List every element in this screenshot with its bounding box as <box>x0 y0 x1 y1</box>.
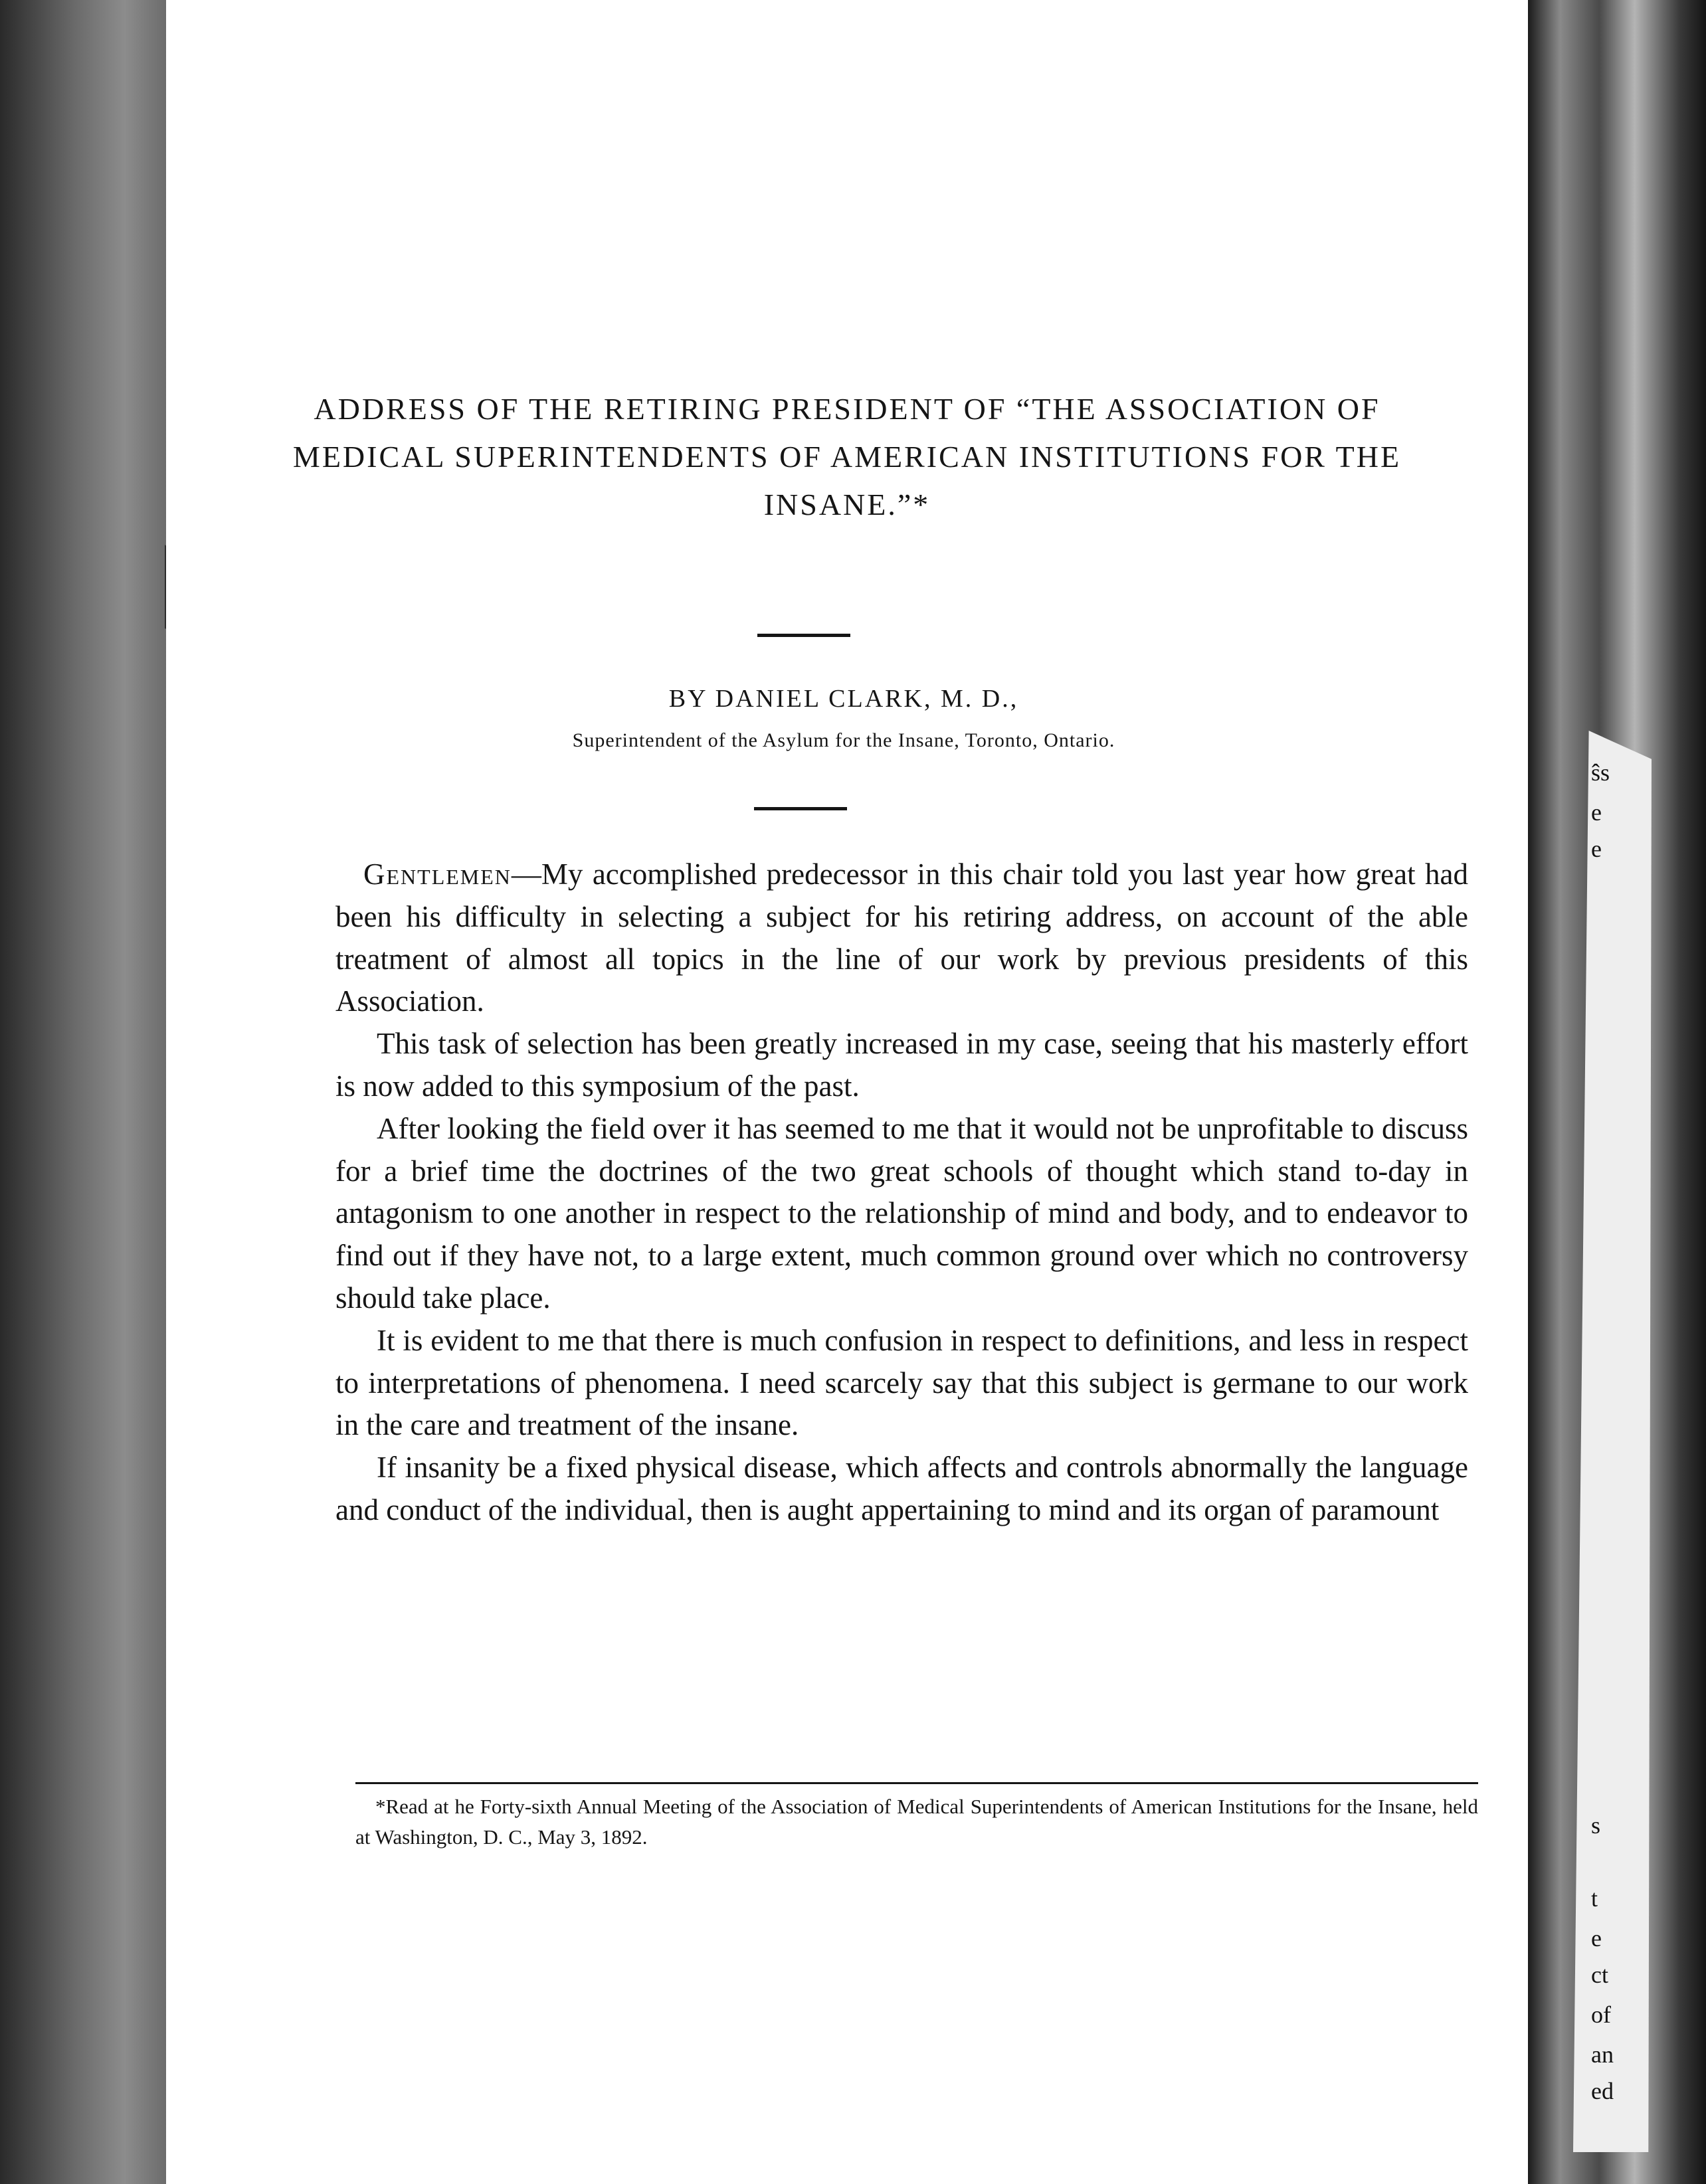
footnote-rule <box>355 1782 1478 1784</box>
body-paragraph <box>335 854 1468 1023</box>
adjacent-fragment: e <box>1591 1925 1602 1952</box>
adjacent-fragment: t <box>1591 1885 1598 1912</box>
byline-divider <box>754 807 847 810</box>
body-paragraph: After looking the field over it has seemed to me that it would not be unprofitable to discuss for a brief time the doctrines of the two great schools of thought which stand to-day in antagonism to one another in respect to the relationship of mind and body, and to endeavor to find out if they have not, to a large extent, much common ground over which no controversy should take place. <box>335 1111 1468 1315</box>
adjacent-fragment: ŝs <box>1591 759 1610 786</box>
adjacent-fragment: an <box>1591 2041 1614 2068</box>
author-affiliation: Superintendent of the Asylum for the Insane, Toronto, Ontario. <box>572 729 1115 751</box>
body-paragraph: It is evident to me that there is much confusion in respect to definitions, and less in respect to interpretations of phenomena. I need scarcely say that this subject is germane to our work in the care and treatment of the insane. <box>335 1323 1468 1442</box>
adjacent-fragment: ct <box>1591 1961 1608 1988</box>
author-byline: BY DANIEL CLARK, M. D., <box>668 685 1019 713</box>
adjacent-fragment: of <box>1591 2001 1611 2028</box>
adjacent-fragment: e <box>1591 836 1602 862</box>
article-title: ADDRESS OF THE RETIRING PRESIDENT OF “THE ASSOCIATION OF MEDICAL SUPERINTENDENTS OF AMERICAN INSTITUTIONS FOR THE INSANE.”* <box>292 392 1402 521</box>
body-paragraph: This task of selection has been greatly increased in my case, seeing that his masterly effort is now added to this symposium of the past. <box>335 1027 1468 1103</box>
document-page <box>166 0 1528 2184</box>
article-body <box>335 854 1468 1532</box>
adjacent-fragment: e <box>1591 799 1602 826</box>
adjacent-fragment: ed <box>1591 2078 1614 2104</box>
footnote: *Read at he Forty-sixth Annual Meeting of the Association of Medical Superintendents of American Institutions for the Insane, held at Washington, D. C., May 3, 1892. <box>355 1795 1478 1849</box>
body-paragraph: If insanity be a fixed physical disease, which affects and controls abnormally the language and conduct of the individual, then is aught appertaining to mind and its organ of paramount <box>335 1451 1468 1526</box>
adjacent-fragment: s <box>1591 1812 1601 1839</box>
paragraph-text: —My accomplished predecessor in this chair told you last year how great had been his difficulty in selecting a subject for his retiring address, on account of the able treatment of almost all topics in the line of our work by previous presidents of this Association. <box>335 858 1468 1018</box>
salutation: Gentlemen <box>363 858 512 891</box>
title-divider <box>757 634 850 637</box>
book-cover-left <box>0 0 166 2184</box>
adjacent-page-fragments <box>1591 744 1651 2139</box>
